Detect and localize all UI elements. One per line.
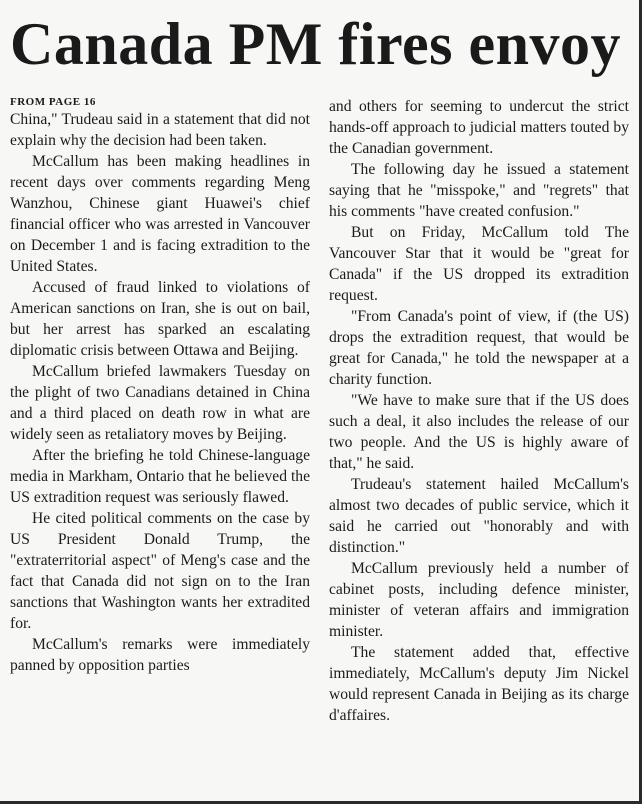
paragraph: He cited political comments on the case by US President Donald Trump, the "extraterritorial aspect" of Meng's case and the fact that Canada did not sign on to the Iran sanctions that Washington wants her extradited for. [10, 510, 310, 632]
paragraph: "We have to make sure that if the US does such a deal, it also includes the release of our two people. And the US is highly aware of that," he said. [329, 392, 629, 472]
paragraph: McCallum previously held a number of cabinet posts, including defence minister, minister of veteran affairs and immigration minister. [329, 560, 629, 640]
paragraph: McCallum has been making headlines in recent days over comments regarding Meng Wanzhou, Chinese giant Huawei's chief financial officer who was arrested in Vancouver on December 1 and is facing extradition to the United States. [10, 153, 310, 275]
column-right [329, 96, 629, 726]
column-left [10, 96, 310, 726]
paragraph: But on Friday, McCallum told The Vancouver Star that it would be "great for Canada" if the US dropped its extradition request. [329, 224, 629, 304]
paragraph: Trudeau's statement hailed McCallum's almost two decades of public service, which it said he carried out "honorably and with distinction." [329, 476, 629, 556]
paragraph: Accused of fraud linked to violations of American sanctions on Iran, she is out on bail, but her arrest has sparked an escalating diplomatic crisis between Ottawa and Beijing. [10, 279, 310, 359]
article-body [10, 96, 629, 726]
paragraph: After the briefing he told Chinese-language media in Markham, Ontario that he believed the US extradition request was seriously flawed. [10, 447, 310, 506]
paragraph: "From Canada's point of view, if (the US) drops the extradition request, that would be great for Canada," he told the newspaper at a charity function. [329, 308, 629, 388]
headline: Canada PM fires envoy [10, 11, 622, 77]
paragraph: China," Trudeau said in a statement that did not explain why the decision had been taken. [10, 111, 310, 149]
paragraph: and others for seeming to undercut the strict hands-off approach to judicial matters touted by the Canadian government. [329, 98, 629, 157]
paragraph: McCallum briefed lawmakers Tuesday on the plight of two Canadians detained in China and a third placed on death row in what are widely seen as retaliatory moves by Beijing. [10, 363, 310, 443]
paragraph: The following day he issued a statement saying that he "misspoke," and "regrets" that his comments "have created confusion." [329, 161, 629, 220]
paragraph: McCallum's remarks were immediately panned by opposition parties [10, 636, 310, 674]
paragraph: The statement added that, effective immediately, McCallum's deputy Jim Nickel would represent Canada in Beijing as its charge d'affaires. [329, 644, 629, 724]
continued-from-label: FROM PAGE 16 [10, 96, 96, 108]
